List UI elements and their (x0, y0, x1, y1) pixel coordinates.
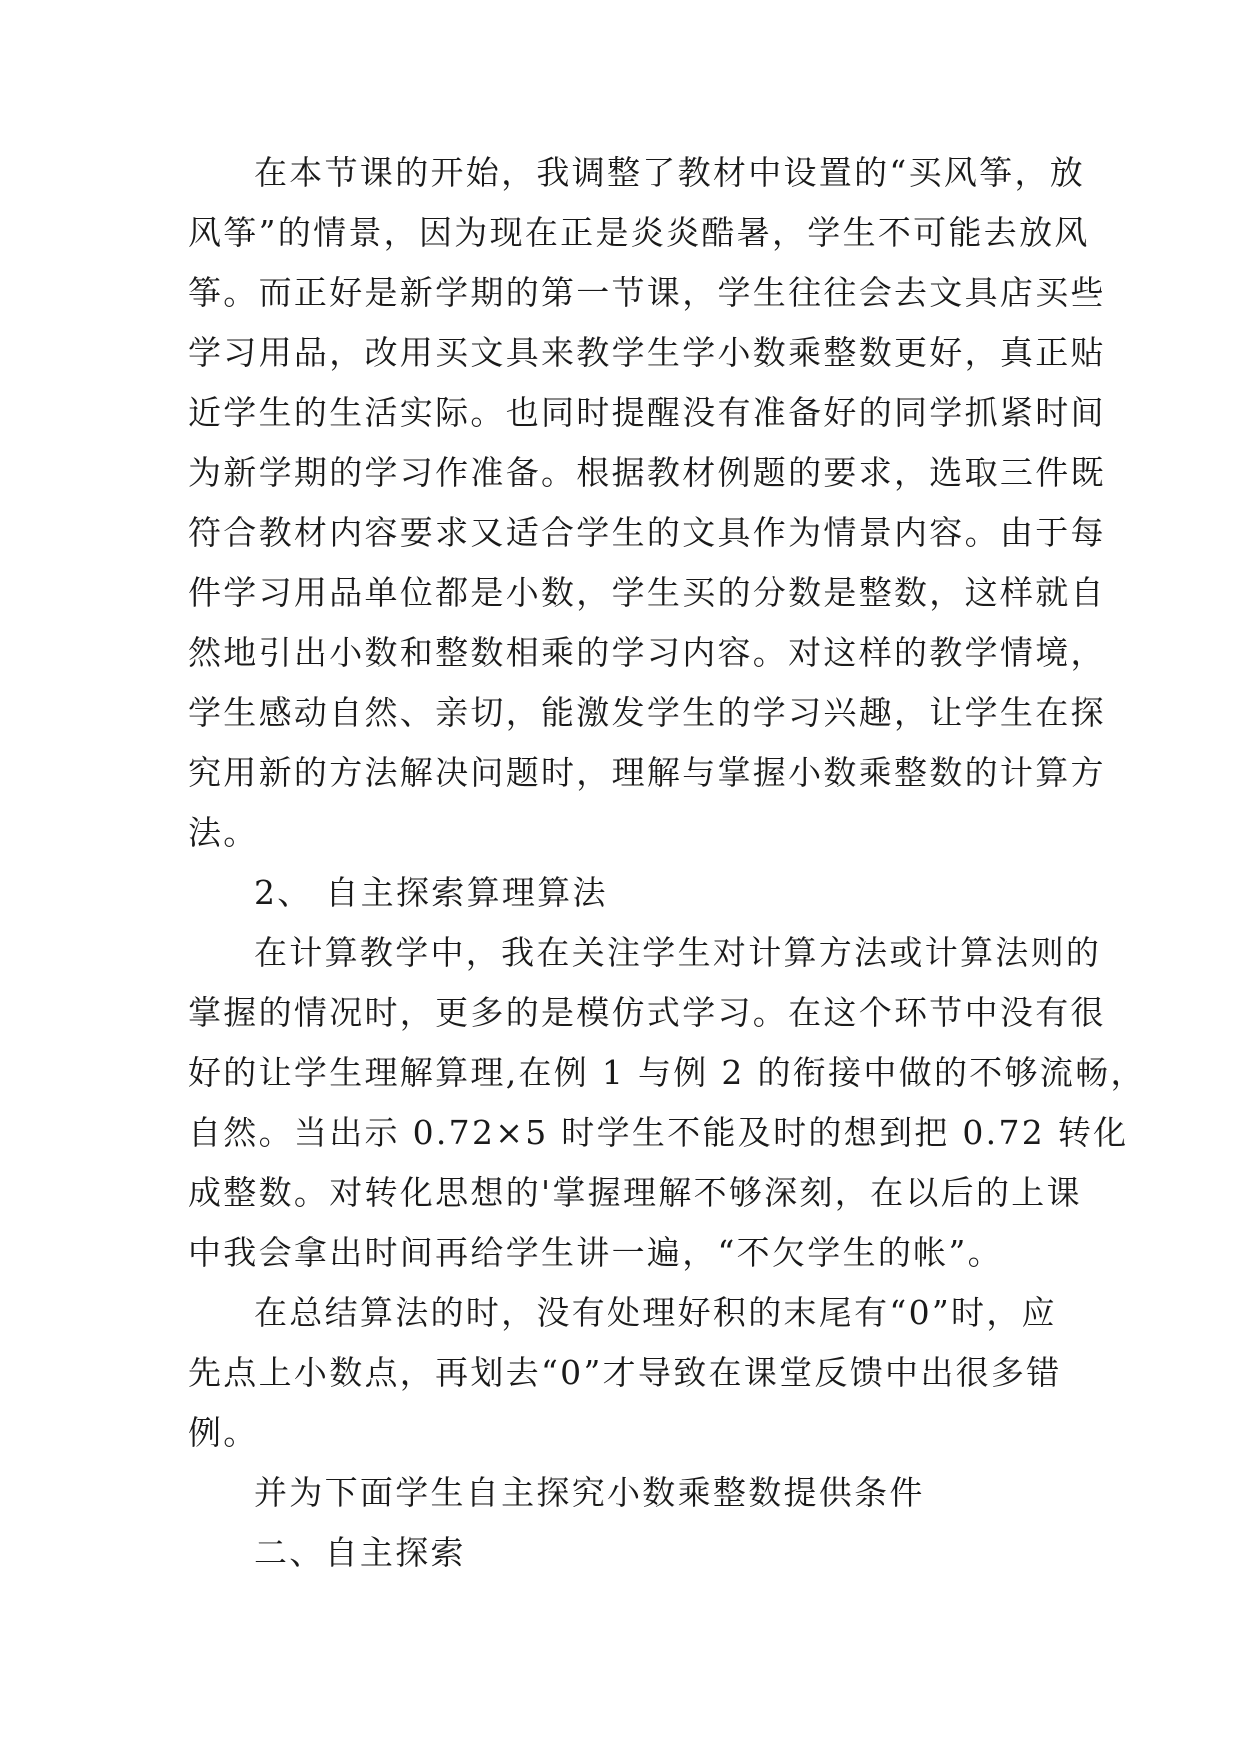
paragraph-line: 然地引出小数和整数相乘的学习内容。对这样的教学情境， (188, 633, 1106, 672)
paragraph-line: 在总结算法的时，没有处理好积的末尾有“0”时，应 (254, 1293, 1057, 1332)
paragraph-line: 为新学期的学习作准备。根据教材例题的要求，选取三件既 (188, 453, 1106, 492)
paragraph-line: 并为下面学生自主探究小数乘整数提供条件 (254, 1473, 925, 1512)
paragraph-line: 例。 (188, 1413, 259, 1452)
section-heading: 2、 自主探索算理算法 (254, 873, 608, 912)
paragraph-line: 好的让学生理解算理,在例 1 与例 2 的衔接中做的不够流畅， (188, 1053, 1146, 1092)
paragraph-line: 近学生的生活实际。也同时提醒没有准备好的同学抓紧时间 (188, 393, 1106, 432)
paragraph-line: 件学习用品单位都是小数，学生买的分数是整数，这样就自 (188, 573, 1106, 612)
paragraph-line: 筝。而正好是新学期的第一节课，学生往往会去文具店买些 (188, 273, 1106, 312)
paragraph-line: 符合教材内容要求又适合学生的文具作为情景内容。由于每 (188, 513, 1106, 552)
paragraph-line: 成整数。对转化思想的'掌握理解不够深刻，在以后的上课 (188, 1173, 1082, 1212)
paragraph-line: 法。 (188, 813, 259, 852)
paragraph-line: 风筝”的情景，因为现在正是炎炎酷暑，学生不可能去放风 (188, 213, 1090, 252)
paragraph-line: 中我会拿出时间再给学生讲一遍，“不欠学生的帐”。 (188, 1233, 1003, 1272)
section-heading: 二、自主探索 (254, 1533, 466, 1572)
paragraph-line: 自然。当出示 0.72×5 时学生不能及时的想到把 0.72 转化 (188, 1113, 1129, 1152)
paragraph-line: 先点上小数点，再划去“0”才导致在课堂反馈中出很多错 (188, 1353, 1062, 1392)
paragraph-line: 在本节课的开始，我调整了教材中设置的“买风筝，放 (254, 153, 1086, 192)
paragraph-line: 学习用品，改用买文具来教学生学小数乘整数更好，真正贴 (188, 333, 1106, 372)
paragraph-line: 在计算教学中，我在关注学生对计算方法或计算法则的 (254, 933, 1102, 972)
paragraph-line: 学生感动自然、亲切，能激发学生的学习兴趣，让学生在探 (188, 693, 1106, 732)
paragraph-line: 掌握的情况时，更多的是模仿式学习。在这个环节中没有很 (188, 993, 1106, 1032)
paragraph-line: 究用新的方法解决问题时，理解与掌握小数乘整数的计算方 (188, 753, 1106, 792)
